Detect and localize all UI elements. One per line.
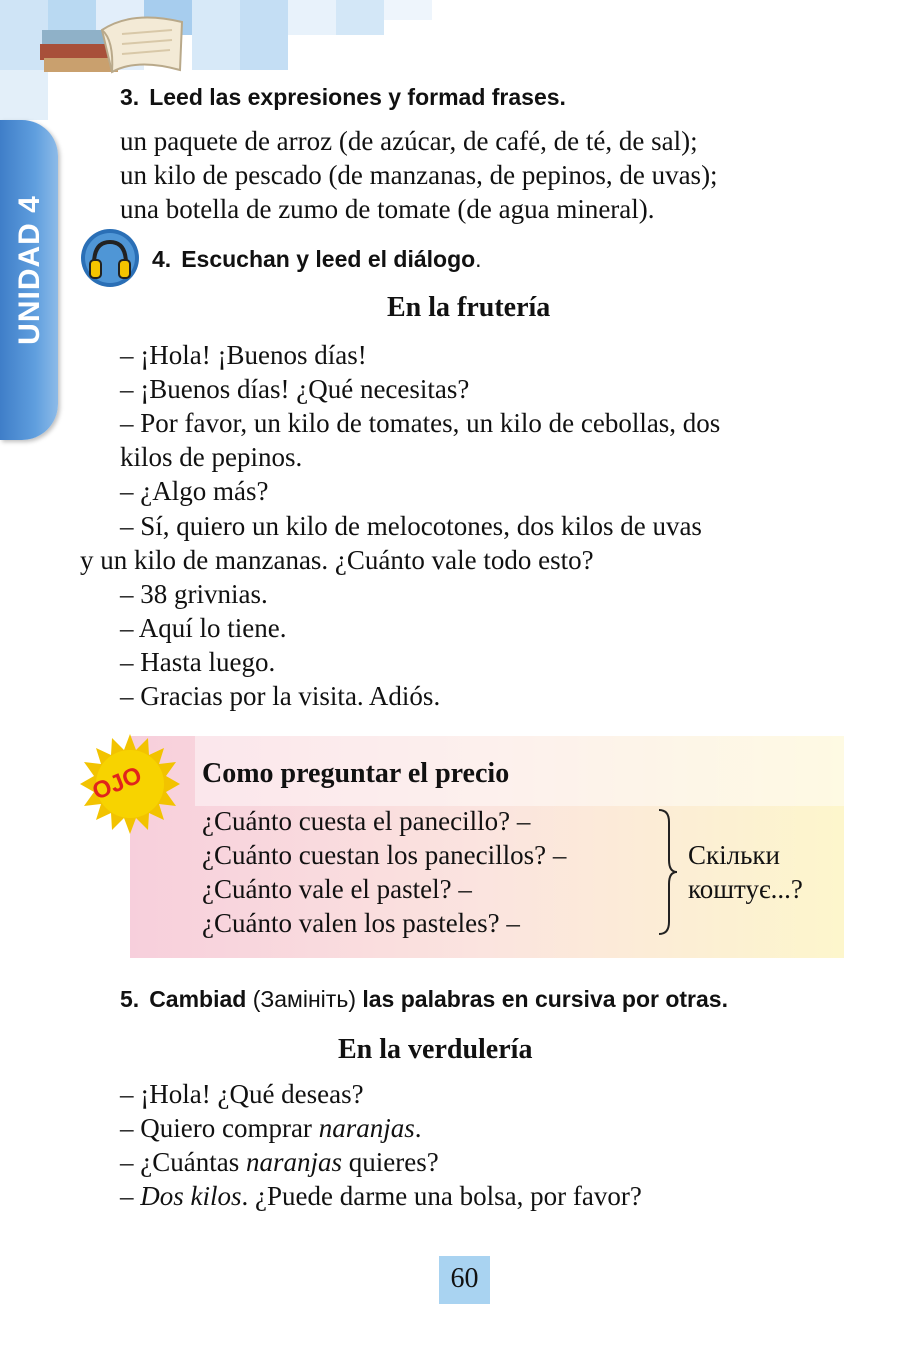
dialogue-line: – ¡Hola! ¿Qué deseas?	[120, 1079, 364, 1109]
dialogue-line	[120, 1115, 421, 1142]
dialogue-line: – 38 grivnias.	[120, 579, 268, 609]
ojo-translation: коштує...?	[688, 874, 803, 904]
books-illustration	[32, 0, 192, 80]
curly-brace	[655, 808, 679, 936]
unit-label: UNIDAD 4	[13, 195, 46, 345]
dialogue-line: kilos de pepinos.	[120, 442, 303, 472]
ojo-question: ¿Cuánto valen los pasteles? –	[202, 908, 520, 938]
task-instruction: Leed las expresiones y formad frases.	[149, 84, 566, 110]
task-number: 4.	[152, 246, 172, 272]
task-number: 3.	[120, 84, 140, 110]
italic-word: Dos kilos	[140, 1181, 242, 1211]
ojo-question: ¿Cuánto vale el pastel? –	[202, 874, 472, 904]
task-3-line: una botella de zumo de tomate (de agua mineral).	[120, 194, 655, 224]
task-instruction-period: .	[475, 246, 482, 272]
task-instruction-bold: las palabras en cursiva por otras.	[362, 986, 728, 1012]
dialogue-line	[120, 1183, 642, 1210]
text-segment: . ¿Puede darme una bolsa, por favor?	[241, 1181, 642, 1211]
task-5-heading	[120, 986, 728, 1013]
text-segment: quieres?	[342, 1147, 439, 1177]
task-3-line: un kilo de pescado (de manzanas, de pepinos, de uvas);	[120, 160, 718, 190]
dialogue-line: – ¡Hola! ¡Buenos días!	[120, 340, 367, 370]
dialogue-line: – Por favor, un kilo de tomates, un kilo de cebollas, dos	[120, 408, 721, 438]
headphones-icon	[80, 228, 140, 288]
text-segment: –	[120, 1181, 141, 1211]
dialogue-line: – Sí, quiero un kilo de melocotones, dos kilos de uvas	[120, 511, 702, 541]
text-segment: – ¿Cuántas	[120, 1147, 246, 1177]
dialogue-line: y un kilo de manzanas. ¿Cuánto vale todo esto?	[80, 545, 594, 575]
page-number: 60	[439, 1256, 490, 1304]
dialogue-line: – Hasta luego.	[120, 647, 276, 677]
dialogue-title: En la frutería	[387, 292, 551, 323]
task-instruction-translation: (Замініть)	[252, 986, 356, 1012]
italic-word: naranjas	[245, 1147, 343, 1177]
ojo-question: ¿Cuánto cuestan los panecillos? –	[202, 840, 567, 870]
task-number: 5.	[120, 986, 140, 1012]
task-4-heading	[152, 246, 482, 273]
task-instruction: Escuchan y leed el diálogo	[181, 246, 476, 272]
task-instruction-bold: Cambiad	[149, 986, 247, 1012]
dialogue-line	[120, 1149, 439, 1176]
ojo-title: Como preguntar el precio	[202, 758, 510, 789]
ojo-badge-text: OJO	[88, 761, 146, 806]
dialogue-title: En la verdulería	[338, 1034, 533, 1065]
text-segment: – Quiero comprar	[120, 1113, 319, 1143]
ojo-question: ¿Cuánto cuesta el panecillo? –	[202, 806, 531, 836]
dialogue-line: – ¿Algo más?	[120, 476, 269, 506]
dialogue-line: – ¡Buenos días! ¿Qué necesitas?	[120, 374, 470, 404]
dialogue-line: – Gracias por la visita. Adiós.	[120, 681, 441, 711]
task-3-line: un paquete de arroz (de azúcar, de café, de té, de sal);	[120, 126, 698, 156]
task-3-heading	[120, 84, 566, 111]
ojo-translation: Скільки	[688, 840, 780, 870]
italic-word: naranjas	[318, 1113, 415, 1143]
dialogue-line: – Aquí lo tiene.	[120, 613, 287, 643]
text-segment: .	[414, 1113, 422, 1143]
